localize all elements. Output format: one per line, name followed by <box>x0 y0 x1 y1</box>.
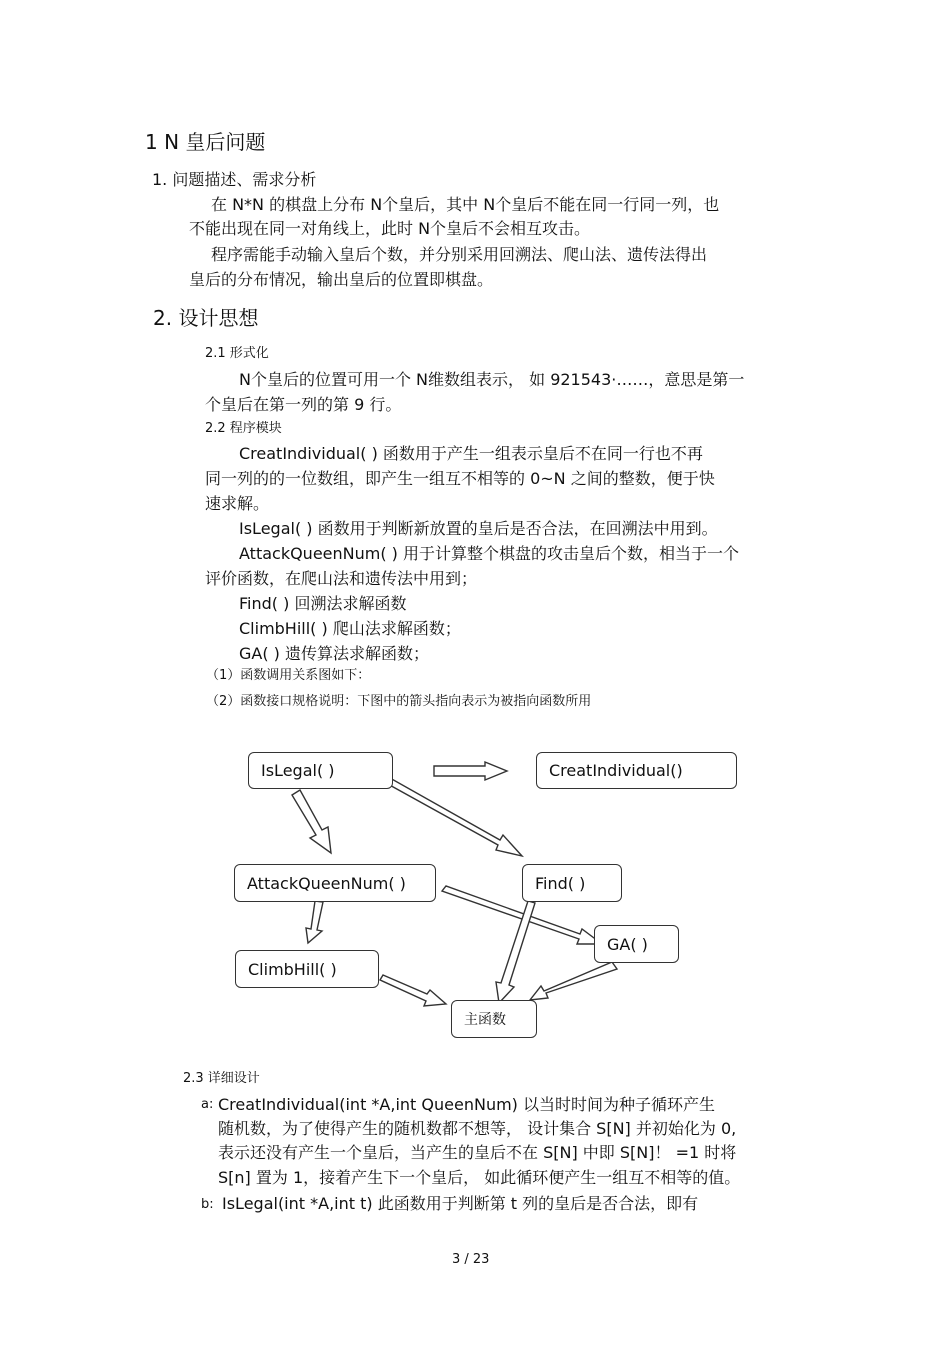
section-2-title: 2. 设计思想 <box>153 306 259 330</box>
paragraph-line: IsLegal( ) 函数用于判断新放置的皇后是否合法，在回溯法中用到。 <box>239 519 718 538</box>
find-node <box>522 864 622 902</box>
arrow <box>380 975 446 1006</box>
node-label: CreatIndividual() <box>549 761 683 780</box>
paragraph-line: CreatIndividual(int *A,int QueenNum) 以当时时间为种子循环产生 <box>218 1095 715 1114</box>
paragraph-line: 速求解。 <box>205 494 270 513</box>
islegal-node <box>248 752 393 789</box>
attack-queen-num-node <box>234 864 436 902</box>
paragraph-line: S[n] 置为 1，接着产生下一个皇后， 如此循环便产生一组互不相等的值。 <box>218 1168 741 1187</box>
paragraph-line: 个皇后在第一列的第 9 行。 <box>205 395 402 414</box>
node-label: Find( ) <box>535 873 586 893</box>
paragraph-line: CreatIndividual( ) 函数用于产生一组表示皇后不在同一行也不再 <box>239 444 703 463</box>
paragraph-line: IsLegal(int *A,int t) 此函数用于判断第 t 列的皇后是否合法，即有 <box>222 1194 699 1213</box>
paragraph-line: 表示还没有产生一个皇后，当产生的皇后不在 S[N] 中即 S[N]！ =1 时将 <box>218 1143 737 1162</box>
paragraph-line: 程序需能手动输入皇后个数，并分别采用回溯法、爬山法、遗传法得出 <box>211 245 708 264</box>
arrow <box>530 962 617 1000</box>
node-label: GA( ) <box>607 934 648 954</box>
arrow <box>386 778 522 856</box>
item-label-b: b: <box>201 1197 214 1212</box>
paragraph-line: 同一列的的一位数组，即产生一组互不相等的 0~N 之间的整数，便于快 <box>205 469 715 488</box>
page-number: 3 / 23 <box>452 1252 490 1267</box>
arrow <box>306 901 323 943</box>
arrow <box>292 790 331 853</box>
paragraph-line: 随机数，为了使得产生的随机数都不想等， 设计集合 S[N] 并初始化为 0, <box>218 1119 737 1138</box>
arrow <box>434 762 507 780</box>
paragraph-line: N个皇后的位置可用一个 N维数组表示， 如 921543·……，意思是第一 <box>239 370 745 389</box>
creat-individual-node <box>536 752 737 789</box>
note-line: （2）函数接口规格说明：下图中的箭头指向表示为被指向函数所用 <box>206 694 592 709</box>
item-label-a: a: <box>201 1097 214 1112</box>
paragraph-line: AttackQueenNum( ) 用于计算整个棋盘的攻击皇后个数，相当于一个 <box>239 544 739 563</box>
paragraph-line: Find( ) 回溯法求解函数 <box>239 594 407 613</box>
note-line: （1）函数调用关系图如下： <box>206 668 371 683</box>
main-function-node <box>451 1000 537 1038</box>
ga-node <box>594 925 679 963</box>
node-label: AttackQueenNum( ) <box>247 873 406 893</box>
paragraph-line: 评价函数，在爬山法和遗传法中用到； <box>205 569 478 588</box>
subsection-2-3-title: 2.3 详细设计 <box>183 1071 260 1086</box>
paragraph-line: 不能出现在同一对角线上，此时 N个皇后不会相互攻击。 <box>189 219 591 238</box>
node-label: 主函数 <box>464 1012 506 1028</box>
paragraph-line: GA( ) 遗传算法求解函数； <box>239 644 430 663</box>
paragraph-line: ClimbHill( ) 爬山法求解函数； <box>239 619 461 638</box>
climb-hill-node <box>235 950 379 988</box>
subsection-1-title: 1. 问题描述、需求分析 <box>152 170 317 189</box>
node-label: IsLegal( ) <box>261 761 335 780</box>
subsection-2-2-title: 2.2 程序模块 <box>205 421 282 436</box>
paragraph-line: 皇后的分布情况，输出皇后的位置即棋盘。 <box>189 270 494 289</box>
node-label: ClimbHill( ) <box>248 959 337 979</box>
section-1-title: 1 N 皇后问题 <box>145 130 266 154</box>
paragraph-line: 在 N*N 的棋盘上分布 N个皇后，其中 N个皇后不能在同一行同一列，也 <box>211 195 720 214</box>
subsection-2-1-title: 2.1 形式化 <box>205 346 269 361</box>
